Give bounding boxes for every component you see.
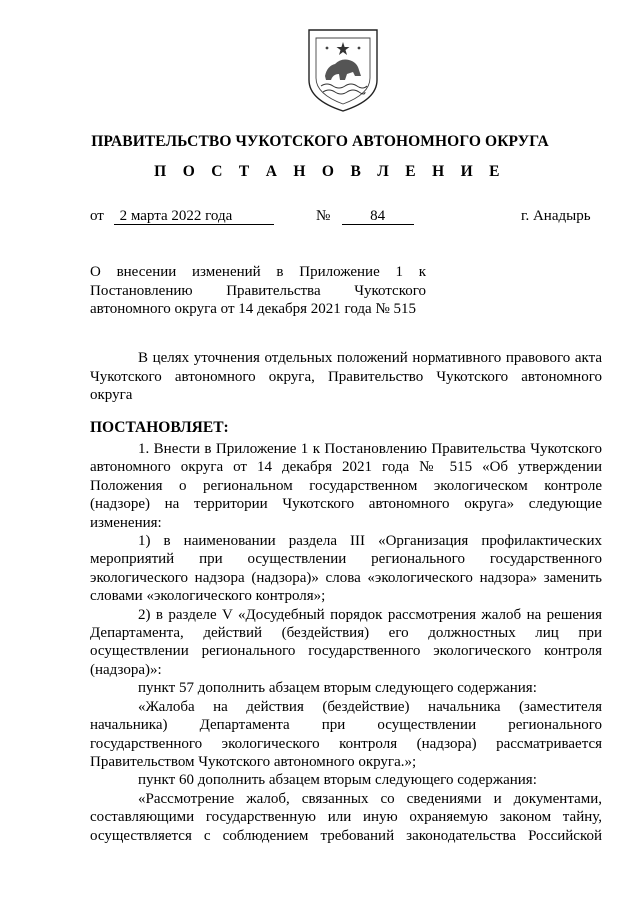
body-line: Департамента, действий (бездействия) его должностных лиц при bbox=[90, 625, 602, 642]
number-field bbox=[316, 208, 414, 225]
body-line: (надзоре) на территории Чукотского автономного округа» следующие bbox=[90, 496, 602, 513]
body-line: (надзора)»: bbox=[90, 661, 162, 678]
body-line: 2) в разделе V «Досудебный порядок рассмотрения жалоб на решения bbox=[138, 606, 602, 623]
number-prefix: № bbox=[316, 208, 331, 224]
date-field bbox=[90, 208, 274, 225]
body-line: осуществляется с соблюдением требований законодательства Российской bbox=[90, 827, 602, 844]
subject-line: О внесении изменений в Приложение 1 к bbox=[90, 264, 426, 280]
preamble-line: В целях уточнения отдельных положений нормативного правового акта bbox=[138, 350, 602, 366]
document-type: П О С Т А Н О В Л Е Н И Е bbox=[154, 163, 506, 180]
government-title: ПРАВИТЕЛЬСТВО ЧУКОТСКОГО АВТОНОМНОГО ОКРУГА bbox=[91, 133, 549, 150]
body-line: мероприятий при осуществлении регионального государственного bbox=[90, 551, 602, 568]
date-value: 2 марта 2022 года bbox=[114, 209, 274, 225]
body-line: государственного экологического контроля (надзора) рассматривается bbox=[90, 735, 602, 752]
body-line: 1) в наименовании раздела III «Организация профилактических bbox=[138, 533, 602, 550]
body-line: составляющими государственную или иную охраняемую законом тайну, bbox=[90, 809, 602, 826]
coat-of-arms-emblem bbox=[305, 26, 381, 114]
place: г. Анадырь bbox=[521, 208, 591, 224]
date-prefix: от bbox=[90, 208, 104, 224]
body-line: «Рассмотрение жалоб, связанных со сведениями и документами, bbox=[138, 790, 602, 807]
body-line: Положения о региональном государственном экологическом контроле bbox=[90, 477, 602, 494]
subject-line: Постановлению Правительства Чукотского bbox=[90, 282, 426, 299]
body-line: пункт 57 дополнить абзацем вторым следующего содержания: bbox=[138, 680, 537, 697]
body-line: начальника) Департамента при осуществлении регионального bbox=[90, 717, 602, 734]
body-line: пункт 60 дополнить абзацем вторым следующего содержания: bbox=[138, 772, 537, 789]
body-line: осуществлении регионального государственного экологического контроля bbox=[90, 643, 602, 660]
document-subject bbox=[90, 263, 426, 319]
preamble-line: округа bbox=[90, 387, 133, 403]
body-line: Правительством Чукотского автономного округа.»; bbox=[90, 753, 417, 770]
body-line: автономного округа от 14 декабря 2021 года № 515 «Об утверждении bbox=[90, 459, 602, 476]
subject-line: автономного округа от 14 декабря 2021 года № 515 bbox=[90, 301, 417, 317]
body-line: изменения: bbox=[90, 514, 162, 531]
resolve-heading: ПОСТАНОВЛЯЕТ: bbox=[90, 419, 229, 436]
document-body bbox=[90, 440, 602, 845]
body-line: «Жалоба на действия (бездействие) начальника (заместителя bbox=[138, 698, 602, 715]
preamble bbox=[90, 349, 602, 405]
body-line: экологического надзора (надзора)» слова «экологического надзора» заменить bbox=[90, 569, 602, 586]
body-line: 1. Внести в Приложение 1 к Постановлению Правительства Чукотского bbox=[138, 441, 602, 457]
preamble-line: Чукотского автономного округа, Правительство Чукотского автономного bbox=[90, 368, 602, 385]
body-line: словами «экологического контроля»; bbox=[90, 588, 326, 605]
number-value: 84 bbox=[342, 209, 414, 225]
